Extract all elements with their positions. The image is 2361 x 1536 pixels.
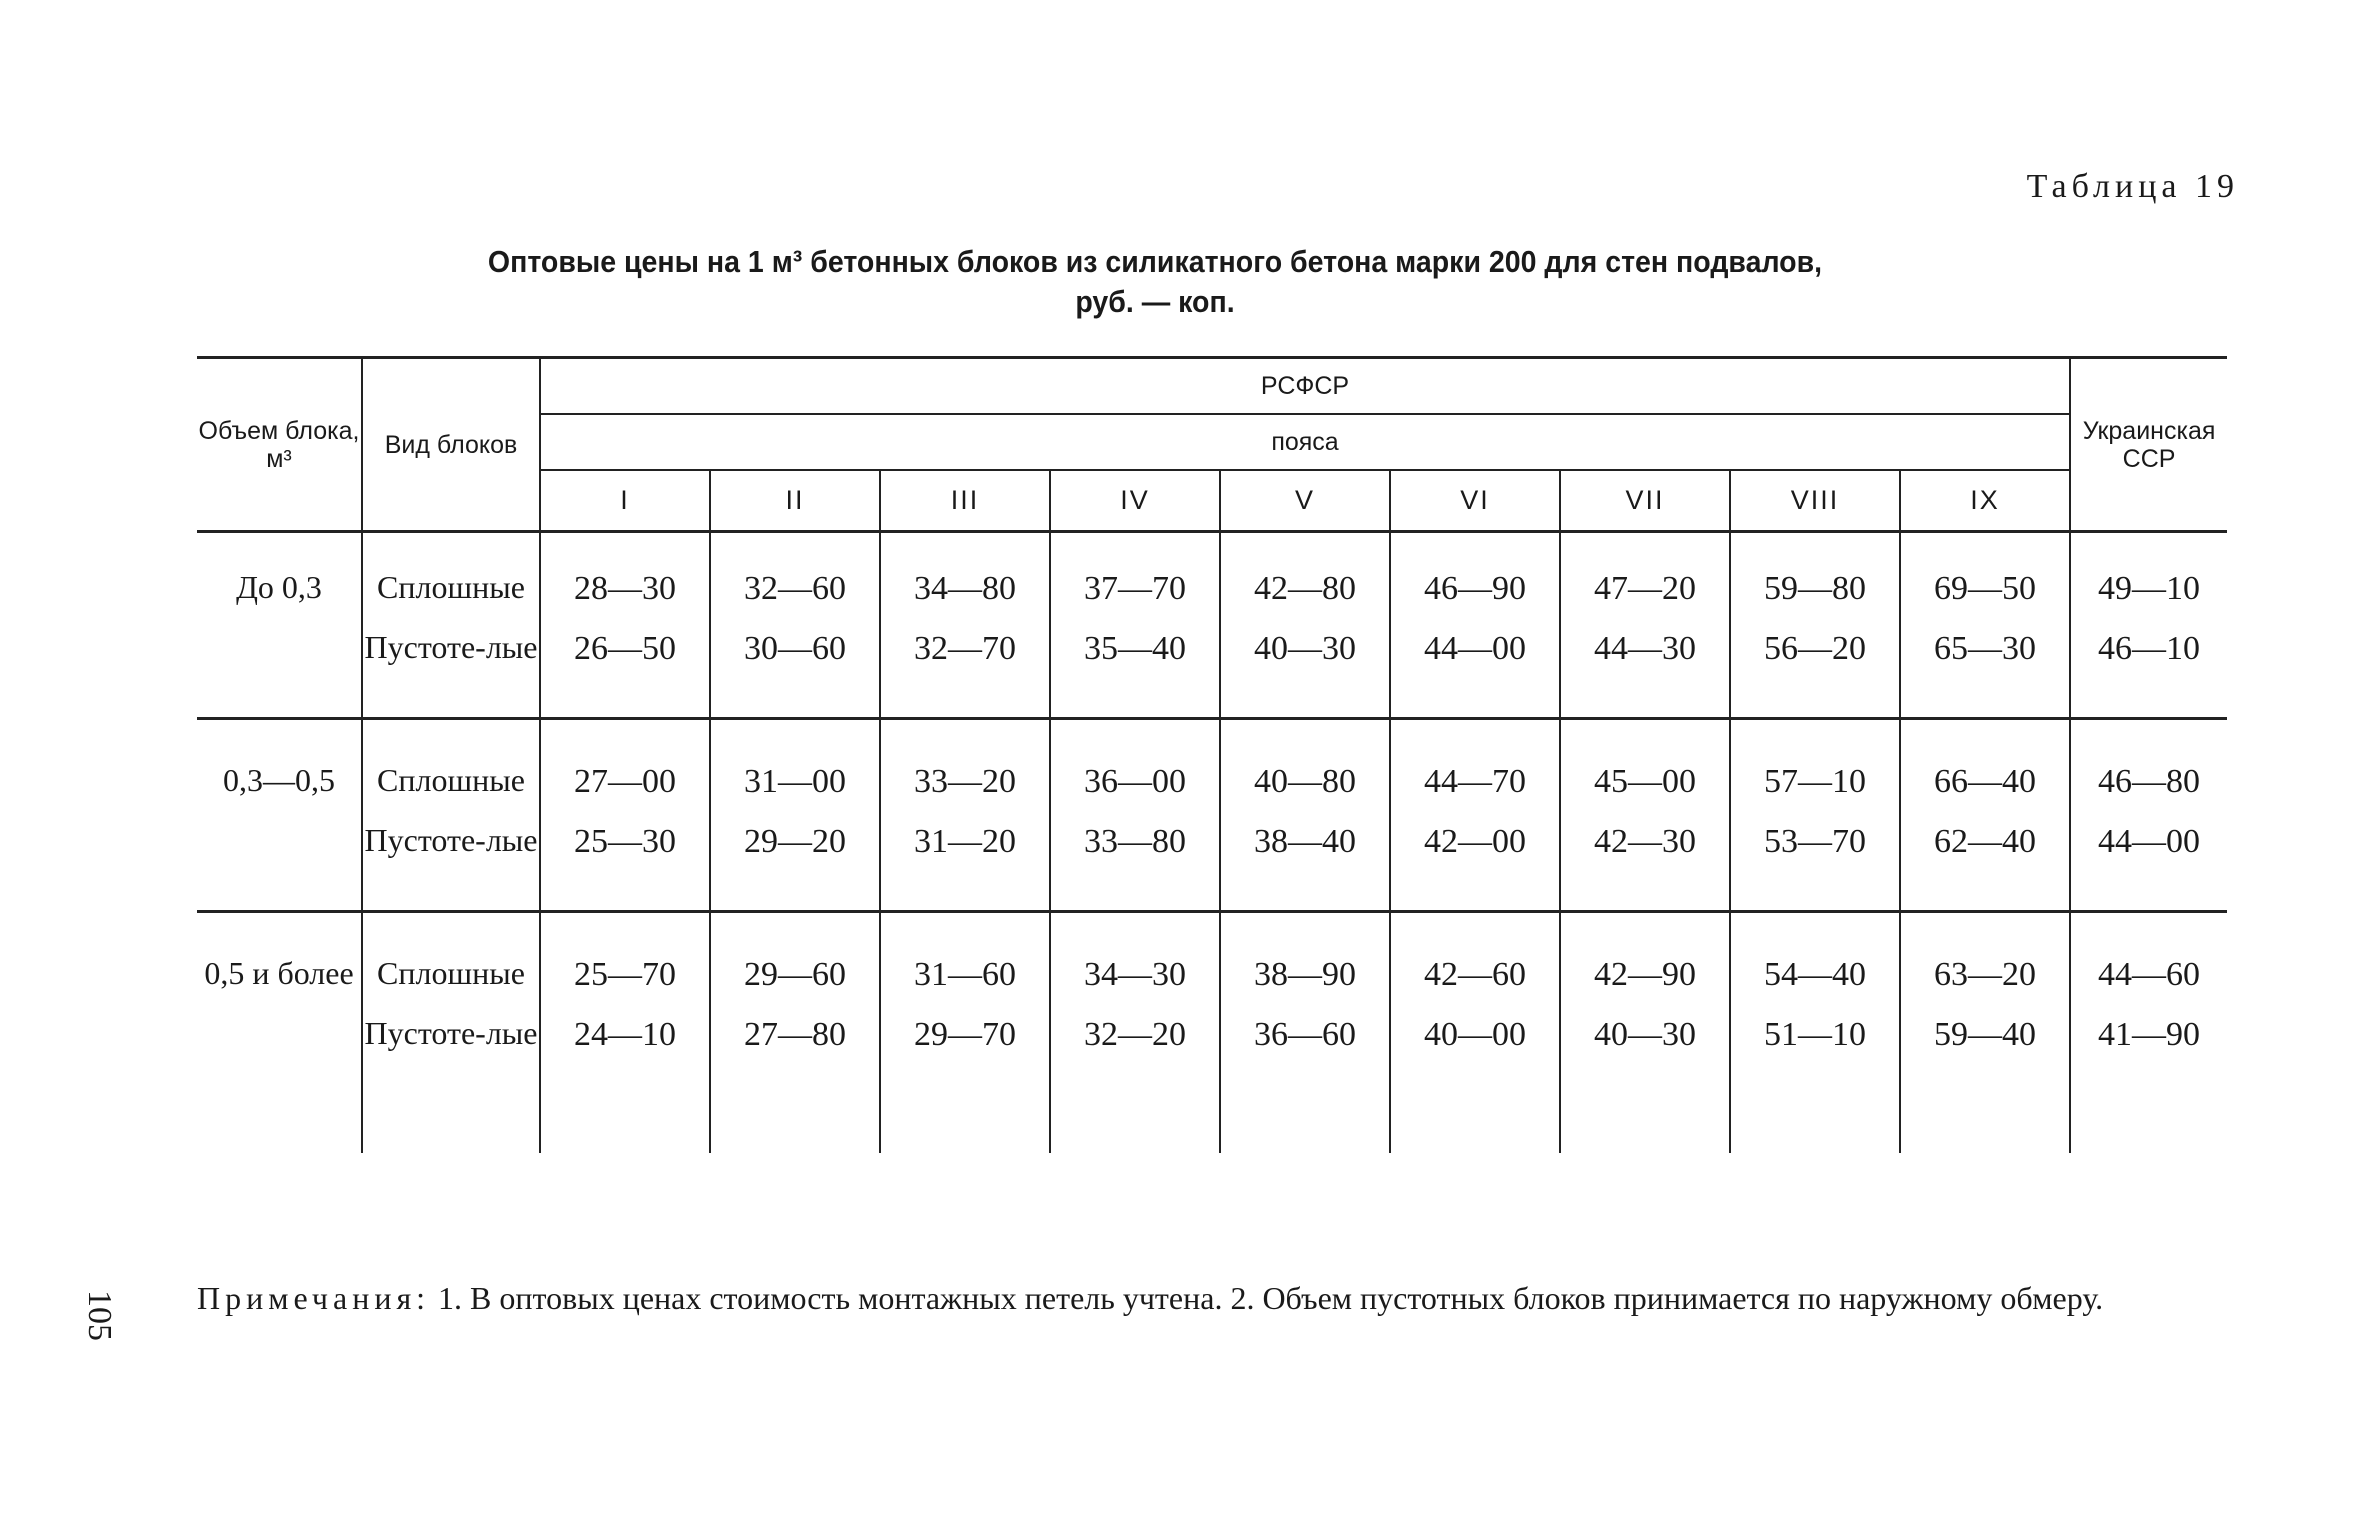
- row-spacer: [197, 707, 2227, 719]
- price-cell: 41—90: [2070, 1009, 2227, 1093]
- price-cell: 29—20: [710, 816, 880, 900]
- table-body: [197, 532, 2227, 1154]
- zone-label: I: [540, 470, 710, 532]
- price-cell: 27—80: [710, 1009, 880, 1093]
- zone-label: II: [710, 470, 880, 532]
- table-row: [197, 746, 2227, 816]
- price-cell: 25—30: [540, 816, 710, 900]
- price-cell: 33—80: [1050, 816, 1220, 900]
- price-cell: 42—60: [1390, 939, 1560, 1009]
- kind-cell: Пустоте-лые: [362, 1009, 540, 1093]
- price-cell: 29—60: [710, 939, 880, 1009]
- price-cell: 54—40: [1730, 939, 1900, 1009]
- header-kind: Вид блоков: [362, 358, 540, 532]
- price-cell: 42—90: [1560, 939, 1730, 1009]
- price-cell: 34—80: [880, 553, 1050, 623]
- price-cell: 57—10: [1730, 746, 1900, 816]
- price-cell: 30—60: [710, 623, 880, 707]
- table-caption: [442, 242, 1868, 322]
- group-separator: [197, 719, 2227, 727]
- price-cell: 34—30: [1050, 939, 1220, 1009]
- price-cell: 31—00: [710, 746, 880, 816]
- page-number: 105: [81, 1290, 118, 1341]
- kind-cell: Сплошные: [362, 939, 540, 1009]
- price-cell: 44—60: [2070, 939, 2227, 1009]
- price-cell: 59—80: [1730, 553, 1900, 623]
- price-cell: 44—00: [2070, 816, 2227, 900]
- group-separator: [197, 912, 2227, 920]
- price-cell: 24—10: [540, 1009, 710, 1093]
- table-row: [197, 623, 2227, 707]
- caption-line-1: Оптовые цены на 1 м³ бетонных блоков из силикатного бетона марки 200 для стен подвалов,: [487, 244, 1823, 279]
- price-cell: 33—20: [880, 746, 1050, 816]
- volume-cell: До 0,3: [236, 569, 322, 605]
- price-cell: 37—70: [1050, 553, 1220, 623]
- table-row: [197, 1009, 2227, 1093]
- price-cell: 69—50: [1900, 553, 2070, 623]
- price-cell: 40—80: [1220, 746, 1390, 816]
- price-cell: 59—40: [1900, 1009, 2070, 1093]
- price-cell: 35—40: [1050, 623, 1220, 707]
- price-cell: 44—00: [1390, 623, 1560, 707]
- notes-text: 1. В оптовых ценах стоимость монтажных петель учтена. 2. Объем пустотных блоков принимается по наружному обмеру.: [430, 1280, 2104, 1316]
- notes-lead: Примечания:: [197, 1280, 431, 1316]
- row-spacer: [197, 1093, 2227, 1153]
- header-ukr: Украинская ССР: [2070, 358, 2227, 532]
- header-volume: Объем блока, м³: [197, 358, 362, 532]
- price-cell: 32—60: [710, 553, 880, 623]
- row-spacer: [197, 919, 2227, 939]
- price-cell: 32—70: [880, 623, 1050, 707]
- table-row: [197, 939, 2227, 1009]
- price-cell: 38—90: [1220, 939, 1390, 1009]
- price-cell: 28—30: [540, 553, 710, 623]
- price-cell: 49—10: [2070, 553, 2227, 623]
- zone-label: III: [880, 470, 1050, 532]
- table-row: [197, 553, 2227, 623]
- kind-cell: Сплошные: [362, 553, 540, 623]
- caption-line-2: руб. — коп.: [1075, 284, 1235, 319]
- kind-cell: Пустоте-лые: [362, 623, 540, 707]
- zone-label: IV: [1050, 470, 1220, 532]
- price-cell: 53—70: [1730, 816, 1900, 900]
- price-cell: 63—20: [1900, 939, 2070, 1009]
- price-cell: 46—90: [1390, 553, 1560, 623]
- price-cell: 32—20: [1050, 1009, 1220, 1093]
- price-cell: 42—30: [1560, 816, 1730, 900]
- price-cell: 25—70: [540, 939, 710, 1009]
- kind-cell: Сплошные: [362, 746, 540, 816]
- zone-label: V: [1220, 470, 1390, 532]
- zone-label: IX: [1900, 470, 2070, 532]
- notes: [197, 1278, 2227, 1318]
- price-cell: 62—40: [1900, 816, 2070, 900]
- header-zones: пояса: [540, 414, 2070, 470]
- zone-label: VI: [1390, 470, 1560, 532]
- price-table: [197, 356, 2227, 1153]
- header-rsfsr: РСФСР: [540, 358, 2070, 414]
- price-cell: 65—30: [1900, 623, 2070, 707]
- price-cell: 38—40: [1220, 816, 1390, 900]
- price-cell: 26—50: [540, 623, 710, 707]
- price-cell: 44—70: [1390, 746, 1560, 816]
- price-cell: 51—10: [1730, 1009, 1900, 1093]
- table-row: [197, 816, 2227, 900]
- price-cell: 40—00: [1390, 1009, 1560, 1093]
- volume-cell: 0,3—0,5: [223, 762, 335, 798]
- price-cell: 66—40: [1900, 746, 2070, 816]
- row-spacer: [197, 900, 2227, 912]
- row-spacer: [197, 726, 2227, 746]
- kind-cell: Пустоте-лые: [362, 816, 540, 900]
- price-cell: 36—60: [1220, 1009, 1390, 1093]
- price-cell: 46—80: [2070, 746, 2227, 816]
- price-cell: 36—00: [1050, 746, 1220, 816]
- price-cell: 27—00: [540, 746, 710, 816]
- zone-label: VII: [1560, 470, 1730, 532]
- row-spacer: [197, 532, 2227, 554]
- price-cell: 42—00: [1390, 816, 1560, 900]
- price-cell: 40—30: [1560, 1009, 1730, 1093]
- table-number-label: Таблица 19: [2026, 168, 2239, 205]
- price-cell: 42—80: [1220, 553, 1390, 623]
- price-cell: 47—20: [1560, 553, 1730, 623]
- price-cell: 45—00: [1560, 746, 1730, 816]
- price-cell: 40—30: [1220, 623, 1390, 707]
- price-cell: 46—10: [2070, 623, 2227, 707]
- price-cell: 44—30: [1560, 623, 1730, 707]
- price-cell: 31—20: [880, 816, 1050, 900]
- price-cell: 29—70: [880, 1009, 1050, 1093]
- price-cell: 56—20: [1730, 623, 1900, 707]
- zone-label: VIII: [1730, 470, 1900, 532]
- volume-cell: 0,5 и более: [204, 955, 354, 991]
- price-cell: 31—60: [880, 939, 1050, 1009]
